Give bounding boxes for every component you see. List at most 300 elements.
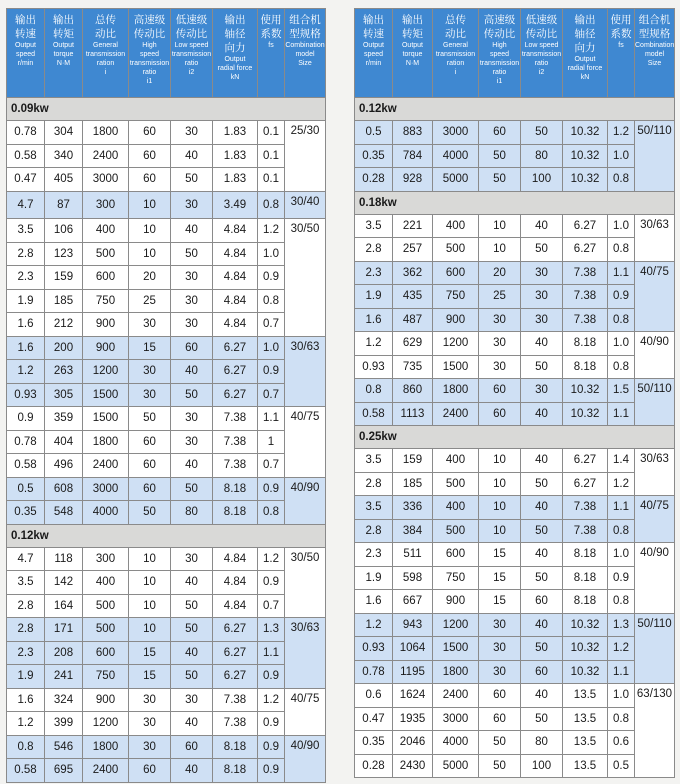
table-row <box>7 501 326 525</box>
data-cell: 1.6 <box>7 336 45 360</box>
data-cell: 40 <box>171 641 213 665</box>
table-row <box>7 618 326 642</box>
data-cell: 860 <box>393 379 433 403</box>
data-cell: 0.58 <box>7 144 45 168</box>
data-cell: 20 <box>479 261 521 285</box>
combination-size: 30/40 <box>285 191 326 219</box>
data-cell: 4.84 <box>213 242 258 266</box>
data-cell: 80 <box>521 144 563 168</box>
data-cell: 1 <box>258 430 285 454</box>
data-cell: 0.5 <box>7 477 45 501</box>
data-cell: 30 <box>129 735 171 759</box>
data-cell: 928 <box>393 168 433 192</box>
data-cell: 164 <box>45 594 83 618</box>
data-cell: 629 <box>393 332 433 356</box>
data-cell: 1113 <box>393 402 433 426</box>
data-cell: 1.2 <box>7 712 45 736</box>
data-cell: 100 <box>521 168 563 192</box>
combination-size: 30/63 <box>635 214 675 261</box>
data-cell: 1.9 <box>7 665 45 689</box>
header-cn: 高速级 <box>483 14 516 26</box>
data-cell: 1.5 <box>608 379 635 403</box>
data-cell: 30 <box>171 547 213 571</box>
data-cell: 0.8 <box>608 519 635 543</box>
data-cell: 10.32 <box>563 121 608 145</box>
header-en: High <box>492 42 507 49</box>
header-cn: 输出 <box>363 14 384 26</box>
data-cell: 0.78 <box>7 430 45 454</box>
data-cell: 400 <box>433 449 479 473</box>
data-cell: 667 <box>393 590 433 614</box>
header-en: kN <box>230 74 240 81</box>
header-cn: 组合机 <box>638 14 671 26</box>
data-cell: 0.28 <box>355 754 393 778</box>
power-section-label: 0.09kw <box>7 98 326 121</box>
header-cn: 轴径 <box>574 28 596 40</box>
data-cell: 50 <box>171 383 213 407</box>
header-en: i2 <box>188 69 195 76</box>
data-cell: 1500 <box>83 383 129 407</box>
data-cell: 0.78 <box>355 660 393 684</box>
table-row <box>355 355 675 379</box>
header-en: High <box>142 42 157 49</box>
data-cell: 1.9 <box>7 289 45 313</box>
data-cell: 8.18 <box>213 501 258 525</box>
data-cell: 30 <box>171 266 213 290</box>
data-cell: 50 <box>521 519 563 543</box>
data-cell: 600 <box>83 641 129 665</box>
data-cell: 304 <box>45 121 83 145</box>
combination-size: 50/110 <box>635 121 675 192</box>
data-cell: 40 <box>171 759 213 783</box>
data-cell: 50 <box>171 665 213 689</box>
data-cell: 0.9 <box>258 266 285 290</box>
data-cell: 3000 <box>433 707 479 731</box>
data-cell: 0.8 <box>608 355 635 379</box>
header-en: Output <box>401 42 423 49</box>
data-cell: 0.9 <box>7 407 45 431</box>
header-cn: 型规格 <box>638 28 671 40</box>
data-cell: 10 <box>129 618 171 642</box>
data-cell: 1.0 <box>608 332 635 356</box>
header-cn: 使用 <box>260 14 282 26</box>
data-cell: 546 <box>45 735 83 759</box>
data-cell: 263 <box>45 360 83 384</box>
data-cell: 3000 <box>83 477 129 501</box>
table-row <box>7 266 326 290</box>
data-cell: 4.84 <box>213 313 258 337</box>
data-cell: 2400 <box>433 402 479 426</box>
data-cell: 15 <box>479 543 521 567</box>
data-cell: 40 <box>521 496 563 520</box>
data-cell: 40 <box>521 214 563 238</box>
header-en: transmission <box>85 51 126 58</box>
combination-size: 50/110 <box>635 613 675 684</box>
data-cell: 30 <box>171 289 213 313</box>
data-cell: 10 <box>129 594 171 618</box>
data-cell: 13.5 <box>563 684 608 708</box>
left-spec-table <box>6 8 325 783</box>
column-header <box>7 9 45 98</box>
data-cell: 171 <box>45 618 83 642</box>
combination-size: 40/75 <box>635 261 675 332</box>
data-cell: 3000 <box>83 168 129 192</box>
data-cell: 1.2 <box>608 472 635 496</box>
data-cell: 60 <box>479 402 521 426</box>
power-section-label: 0.18kw <box>355 191 675 214</box>
data-cell: 548 <box>45 501 83 525</box>
data-cell: 30 <box>521 261 563 285</box>
data-cell: 900 <box>433 308 479 332</box>
table-row <box>355 496 675 520</box>
data-cell: 405 <box>45 168 83 192</box>
data-cell: 30 <box>129 383 171 407</box>
data-cell: 7.38 <box>213 430 258 454</box>
data-cell: 0.8 <box>608 707 635 731</box>
data-cell: 50 <box>479 731 521 755</box>
data-cell: 30 <box>479 637 521 661</box>
data-cell: 0.5 <box>355 121 393 145</box>
data-cell: 40 <box>521 402 563 426</box>
header-cn: 总传 <box>445 14 466 26</box>
header-en: fs <box>268 42 274 49</box>
data-cell: 10 <box>479 238 521 262</box>
column-header <box>521 9 563 98</box>
header-en: i1 <box>496 78 503 85</box>
column-header <box>213 9 258 98</box>
header-en: Combination <box>635 42 675 49</box>
data-cell: 300 <box>83 191 129 219</box>
column-header <box>83 9 129 98</box>
table-row <box>355 590 675 614</box>
data-cell: 400 <box>433 214 479 238</box>
table-row <box>7 712 326 736</box>
header-cn: 系数 <box>610 28 632 40</box>
table-row <box>355 472 675 496</box>
header-cn: 输出 <box>15 14 36 26</box>
combination-size: 30/63 <box>635 449 675 496</box>
header-cn: 低速级 <box>525 14 558 26</box>
data-cell: 1800 <box>83 430 129 454</box>
data-cell: 4.84 <box>213 547 258 571</box>
data-cell: 185 <box>393 472 433 496</box>
data-cell: 487 <box>393 308 433 332</box>
table-row <box>355 144 675 168</box>
data-cell: 1.83 <box>213 121 258 145</box>
data-cell: 1624 <box>393 684 433 708</box>
table-row <box>7 191 326 219</box>
data-cell: 2430 <box>393 754 433 778</box>
data-cell: 30 <box>171 688 213 712</box>
header-cn: 轴径 <box>224 28 246 40</box>
column-header <box>171 9 213 98</box>
table-row <box>7 219 326 243</box>
data-cell: 1935 <box>393 707 433 731</box>
data-cell: 359 <box>45 407 83 431</box>
section-row <box>355 98 675 121</box>
data-cell: 399 <box>45 712 83 736</box>
header-en: speed <box>489 51 510 58</box>
data-cell: 900 <box>83 313 129 337</box>
data-cell: 10 <box>129 547 171 571</box>
section-row <box>7 524 326 547</box>
data-cell: 1.6 <box>355 308 393 332</box>
data-cell: 500 <box>433 238 479 262</box>
data-cell: 1.0 <box>608 214 635 238</box>
header-cn: 高速级 <box>133 14 166 26</box>
table-row <box>355 519 675 543</box>
data-cell: 0.7 <box>258 383 285 407</box>
data-cell: 2.8 <box>7 594 45 618</box>
data-cell: 50 <box>129 407 171 431</box>
data-cell: 1.83 <box>213 168 258 192</box>
data-cell: 7.38 <box>563 519 608 543</box>
header-cn: 输出 <box>402 14 423 26</box>
data-cell: 0.8 <box>258 289 285 313</box>
data-cell: 404 <box>45 430 83 454</box>
data-cell: 1.83 <box>213 144 258 168</box>
header-en: r/min <box>365 60 382 67</box>
data-cell: 50 <box>171 168 213 192</box>
data-cell: 1.0 <box>608 684 635 708</box>
data-cell: 159 <box>393 449 433 473</box>
table-row <box>355 707 675 731</box>
column-header <box>129 9 171 98</box>
data-cell: 435 <box>393 285 433 309</box>
data-cell: 0.9 <box>608 566 635 590</box>
data-cell: 1.6 <box>7 688 45 712</box>
header-cn: 转矩 <box>53 28 74 40</box>
data-cell: 6.27 <box>563 214 608 238</box>
table-row <box>355 285 675 309</box>
header-en: i <box>454 69 457 76</box>
data-cell: 6.27 <box>213 360 258 384</box>
data-cell: 60 <box>479 379 521 403</box>
header-en: Output <box>224 56 246 63</box>
data-cell: 40 <box>171 712 213 736</box>
combination-size: 40/90 <box>285 477 326 524</box>
data-cell: 50 <box>171 618 213 642</box>
data-cell: 1.1 <box>258 641 285 665</box>
data-cell: 106 <box>45 219 83 243</box>
data-cell: 1.9 <box>355 566 393 590</box>
data-cell: 1800 <box>83 121 129 145</box>
data-cell: 1800 <box>433 660 479 684</box>
header-en: ratio <box>142 69 157 76</box>
table-row <box>355 731 675 755</box>
table-row <box>355 261 675 285</box>
header-en: transmission <box>521 51 562 58</box>
data-cell: 4.84 <box>213 571 258 595</box>
data-cell: 0.47 <box>355 707 393 731</box>
data-cell: 50 <box>521 472 563 496</box>
data-cell: 0.47 <box>7 168 45 192</box>
data-cell: 900 <box>433 590 479 614</box>
data-cell: 883 <box>393 121 433 145</box>
data-cell: 1.2 <box>608 121 635 145</box>
data-cell: 500 <box>83 618 129 642</box>
data-cell: 50 <box>479 754 521 778</box>
header-cn: 转速 <box>363 28 384 40</box>
data-cell: 3.5 <box>7 219 45 243</box>
data-cell: 40 <box>171 219 213 243</box>
data-cell: 1.3 <box>608 613 635 637</box>
data-cell: 8.18 <box>563 590 608 614</box>
data-cell: 10.32 <box>563 613 608 637</box>
data-cell: 5000 <box>433 754 479 778</box>
power-section-label: 0.12kw <box>7 524 326 547</box>
table-row <box>7 313 326 337</box>
data-cell: 1.1 <box>258 407 285 431</box>
data-cell: 3000 <box>433 121 479 145</box>
column-header <box>563 9 608 98</box>
data-cell: 4.84 <box>213 289 258 313</box>
combination-size: 50/110 <box>635 379 675 426</box>
header-en: Output <box>14 42 36 49</box>
data-cell: 500 <box>433 472 479 496</box>
data-cell: 8.18 <box>213 759 258 783</box>
data-cell: 695 <box>45 759 83 783</box>
data-cell: 30 <box>479 332 521 356</box>
header-cn: 向力 <box>574 42 596 54</box>
data-cell: 2046 <box>393 731 433 755</box>
column-header <box>285 9 326 98</box>
header-cn: 型规格 <box>289 28 321 40</box>
data-cell: 400 <box>433 496 479 520</box>
header-cn: 动比 <box>445 28 466 40</box>
data-cell: 208 <box>45 641 83 665</box>
header-cn: 使用 <box>610 14 632 26</box>
data-cell: 1.0 <box>258 336 285 360</box>
table-row <box>7 477 326 501</box>
data-cell: 0.1 <box>258 144 285 168</box>
data-cell: 0.93 <box>355 355 393 379</box>
data-cell: 0.1 <box>258 121 285 145</box>
data-cell: 2400 <box>83 454 129 478</box>
data-cell: 6.27 <box>563 449 608 473</box>
table-row <box>355 168 675 192</box>
table-row <box>355 402 675 426</box>
header-cn: 传动比 <box>175 28 208 40</box>
data-cell: 50 <box>521 707 563 731</box>
data-cell: 0.58 <box>7 454 45 478</box>
header-en: Low speed <box>524 42 559 49</box>
header-en: i2 <box>538 69 545 76</box>
data-cell: 0.9 <box>258 571 285 595</box>
data-cell: 8.18 <box>213 477 258 501</box>
data-cell: 0.8 <box>608 590 635 614</box>
table-row <box>7 360 326 384</box>
data-cell: 50 <box>521 637 563 661</box>
data-cell: 60 <box>129 121 171 145</box>
header-en: ration <box>446 60 465 67</box>
table-row <box>355 214 675 238</box>
combination-size: 40/75 <box>285 407 326 478</box>
header-en: Output <box>362 42 384 49</box>
data-cell: 0.7 <box>258 594 285 618</box>
data-cell: 60 <box>479 707 521 731</box>
data-cell: 60 <box>171 336 213 360</box>
section-row <box>355 426 675 449</box>
data-cell: 50 <box>171 594 213 618</box>
data-cell: 400 <box>83 571 129 595</box>
data-cell: 598 <box>393 566 433 590</box>
data-cell: 7.38 <box>563 496 608 520</box>
data-cell: 10 <box>129 242 171 266</box>
data-cell: 15 <box>129 336 171 360</box>
table-row <box>7 759 326 783</box>
data-cell: 25 <box>129 289 171 313</box>
combination-size: 30/50 <box>285 547 326 618</box>
table-row <box>7 336 326 360</box>
data-cell: 7.38 <box>563 261 608 285</box>
data-cell: 15 <box>479 590 521 614</box>
data-cell: 1200 <box>83 360 129 384</box>
data-cell: 0.35 <box>355 731 393 755</box>
data-cell: 900 <box>83 336 129 360</box>
header-en: transmission <box>171 51 212 58</box>
data-cell: 0.93 <box>7 383 45 407</box>
data-cell: 30 <box>479 355 521 379</box>
header-en: speed <box>139 51 160 58</box>
data-cell: 2400 <box>83 144 129 168</box>
data-cell: 30 <box>171 407 213 431</box>
data-cell: 2.3 <box>355 543 393 567</box>
data-cell: 4.7 <box>7 547 45 571</box>
data-cell: 15 <box>129 641 171 665</box>
data-cell: 3.5 <box>355 449 393 473</box>
data-cell: 4000 <box>433 731 479 755</box>
header-cn: 转速 <box>15 28 36 40</box>
data-cell: 50 <box>479 168 521 192</box>
data-cell: 600 <box>433 543 479 567</box>
table-row <box>7 594 326 618</box>
header-en: fs <box>618 42 624 49</box>
data-cell: 0.6 <box>355 684 393 708</box>
header-en: radial force <box>217 65 253 72</box>
header-cn: 总传 <box>95 14 116 26</box>
data-cell: 30 <box>129 712 171 736</box>
data-cell: 1.6 <box>355 590 393 614</box>
data-cell: 0.8 <box>355 379 393 403</box>
data-cell: 60 <box>521 660 563 684</box>
data-cell: 7.38 <box>213 712 258 736</box>
data-cell: 4.84 <box>213 266 258 290</box>
data-cell: 2.8 <box>355 472 393 496</box>
data-cell: 0.9 <box>258 759 285 783</box>
data-cell: 200 <box>45 336 83 360</box>
data-cell: 30 <box>129 688 171 712</box>
column-header <box>258 9 285 98</box>
data-cell: 15 <box>129 665 171 689</box>
data-cell: 0.6 <box>608 731 635 755</box>
data-cell: 2.8 <box>355 238 393 262</box>
data-cell: 50 <box>479 144 521 168</box>
table-row <box>355 684 675 708</box>
data-cell: 0.7 <box>258 454 285 478</box>
data-cell: 30 <box>129 313 171 337</box>
data-cell: 20 <box>129 266 171 290</box>
table-row <box>7 144 326 168</box>
data-cell: 87 <box>45 191 83 219</box>
column-header <box>355 9 393 98</box>
header-en: Size <box>647 60 662 67</box>
power-section-label: 0.25kw <box>355 426 675 449</box>
data-cell: 0.8 <box>608 168 635 192</box>
combination-size: 30/50 <box>285 219 326 337</box>
header-cn: 传动比 <box>483 28 516 40</box>
data-cell: 384 <box>393 519 433 543</box>
